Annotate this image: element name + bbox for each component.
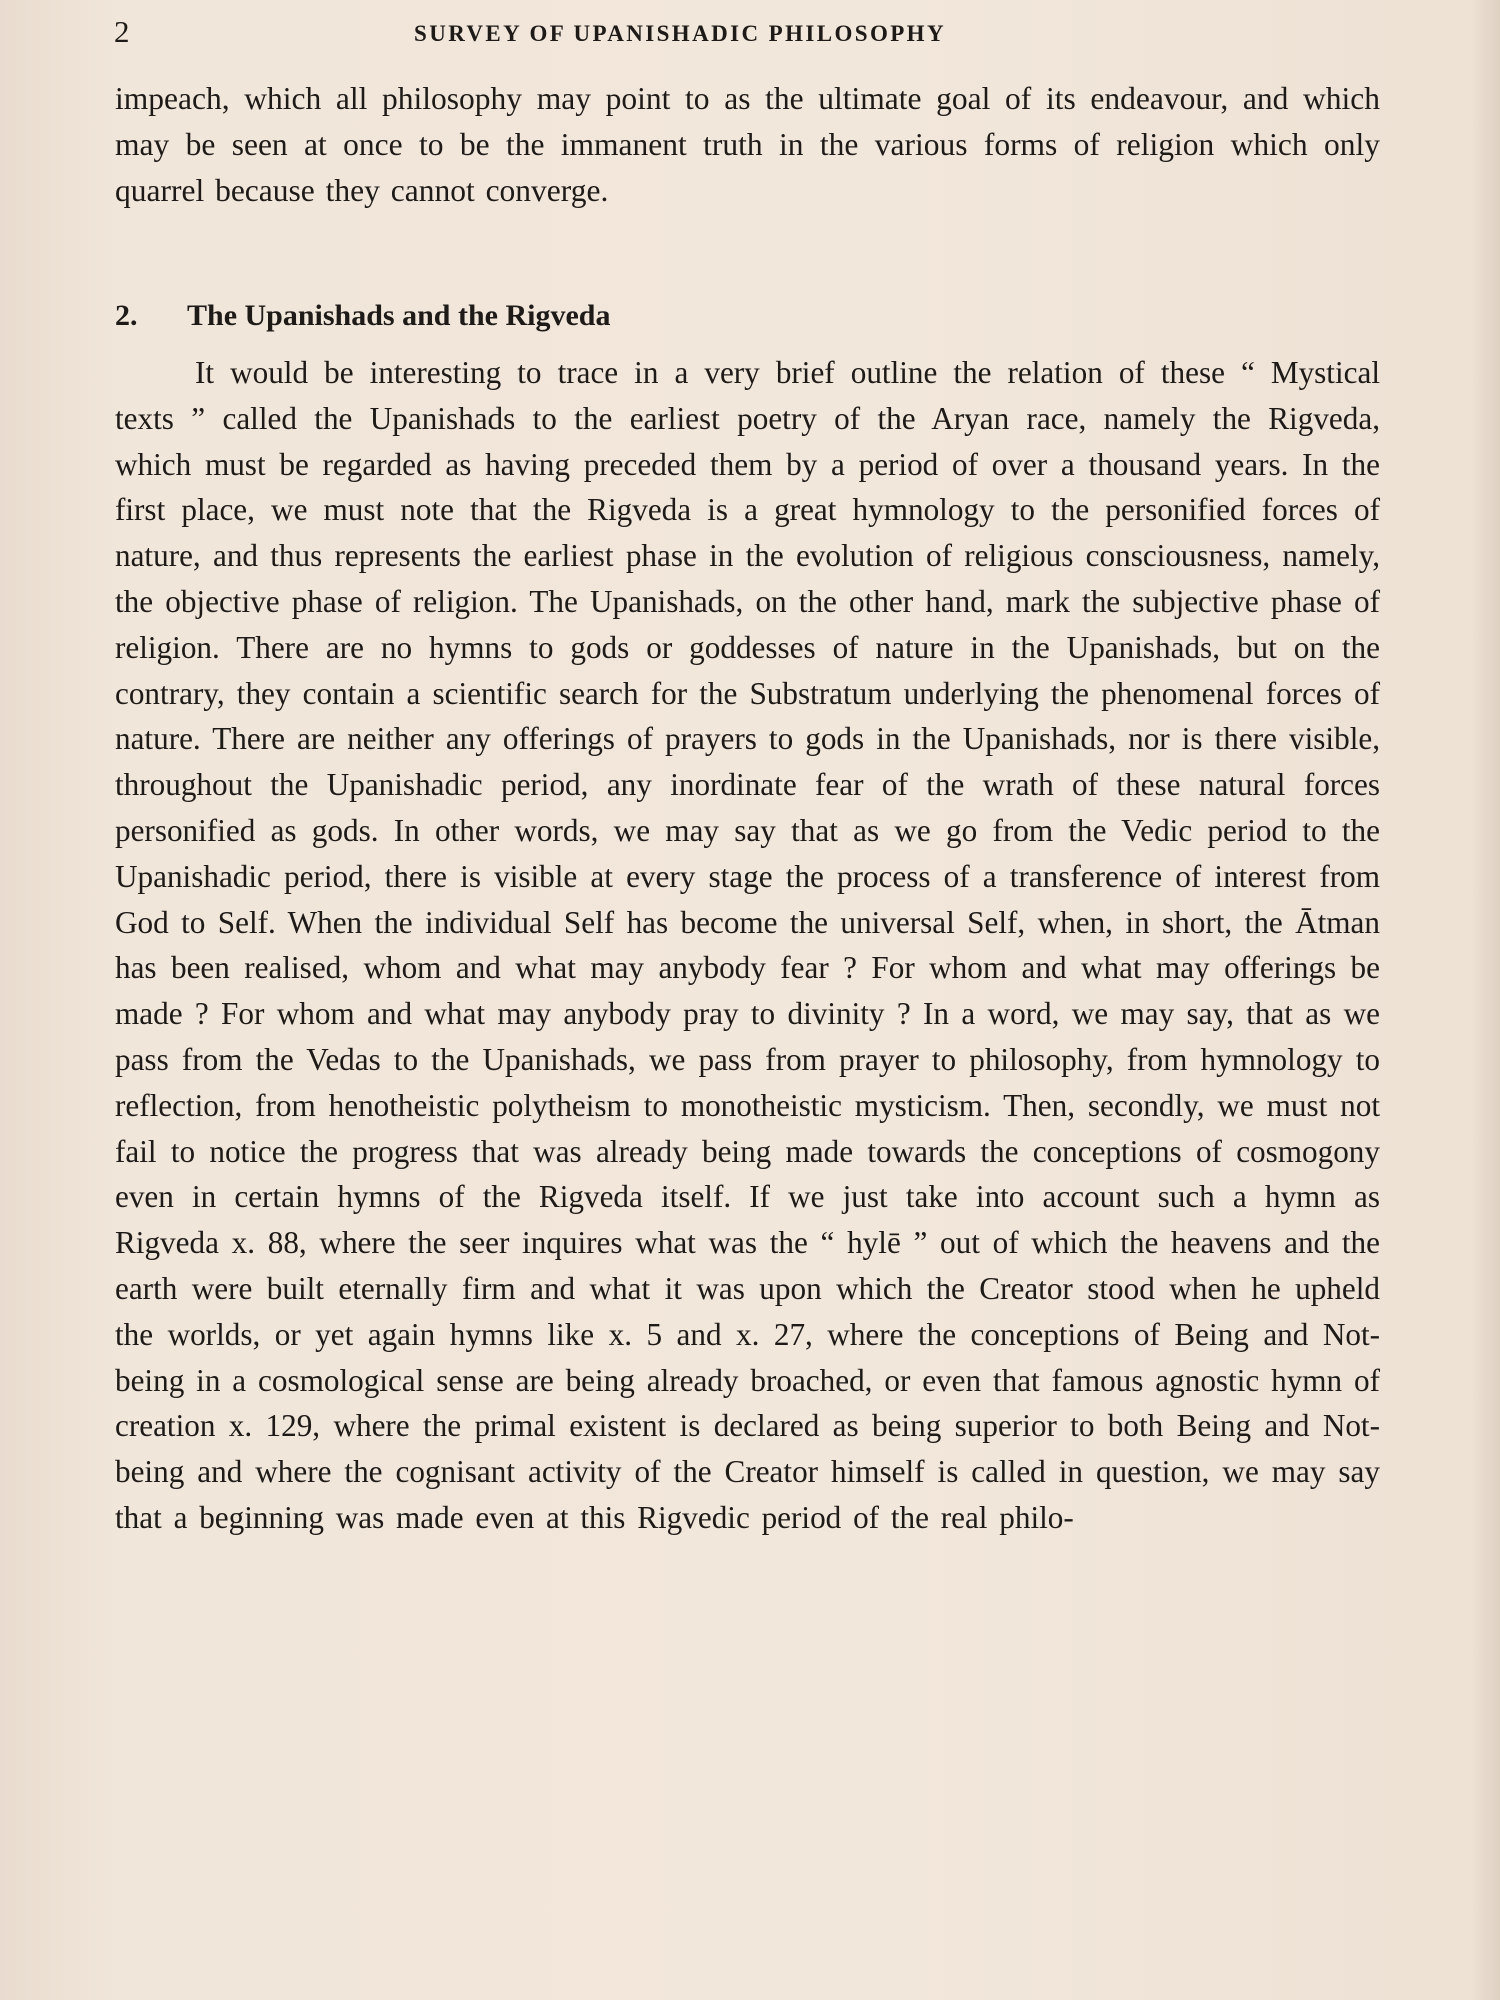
body-text-block	[115, 350, 1380, 1541]
opening-paragraph: impeach, which all philosophy may point to as the ultimate goal of its endeavour, and which may be seen at once to be the immanent truth in the various forms of religion which only quarrel because they cannot converge.	[115, 81, 1380, 208]
page-number: 2	[114, 14, 130, 49]
section-number: 2.	[115, 299, 138, 332]
body-paragraph: It would be interesting to trace in a very brief outline the relation of these “ Mystical texts ” called the Upanishads to the earliest poetry of the Aryan race, namely the Rigveda, which must be regarded as having preceded them by a period of over a thousand years. In the first place, we must note that the Rigveda is a great hymnology to the personified forces of nature, and thus represents the earliest phase in the evolution of religious consciousness, namely, the objective phase of religion. The Upanishads, on the other hand, mark the subjective phase of religion. There are no hymns to gods or goddesses of nature in the Upanishads, but on the contrary, they contain a scientific search for the Substratum underlying the phenomenal forces of nature. There are neither any offerings of prayers to gods in the Upanishads, nor is there visible, throughout the Upanishadic period, any inordinate fear of the wrath of these natural forces personified as gods. In other words, we may say that as we go from the Vedic period to the Upanishadic period, there is visible at every stage the process of a transference of interest from God to Self. When the individual Self has become the universal Self, when, in short, the Ātman has been realised, whom and what may anybody fear ? For whom and what may offerings be made ? For whom and what may anybody pray to divinity ? In a word, we may say, that as we pass from the Vedas to the Upanishads, we pass from prayer to philosophy, from hymnology to reflection, from henotheistic polytheism to monotheistic mysticism. Then, secondly, we must not fail to notice the progress that was already being made towards the conceptions of cosmogony even in certain hymns of the Rigveda itself. If we just take into account such a hymn as Rigveda x. 88, where the seer inquires what was the “ hylē ” out of which the heavens and the earth were built eternally firm and what it was upon which the Creator stood when he upheld the worlds, or yet again hymns like x. 5 and x. 27, where the conceptions of Being and Not-being in a cosmological sense are being already broached, or even that famous agnostic hymn of creation x. 129, where the primal existent is declared as being superior to both Being and Not-being and where the cognisant activity of the Creator himself is called in question, we may say that a beginning was made even at this Rigvedic period of the real philo-	[115, 355, 1380, 1535]
page-header	[114, 12, 1354, 52]
section-title: The Upanishads and the Rigveda	[187, 299, 611, 332]
page-edge-shadow	[1472, 0, 1500, 2000]
running-head: SURVEY OF UPANISHADIC PHILOSOPHY	[414, 21, 946, 46]
section-heading	[115, 293, 610, 338]
opening-paragraph-block	[115, 76, 1380, 213]
